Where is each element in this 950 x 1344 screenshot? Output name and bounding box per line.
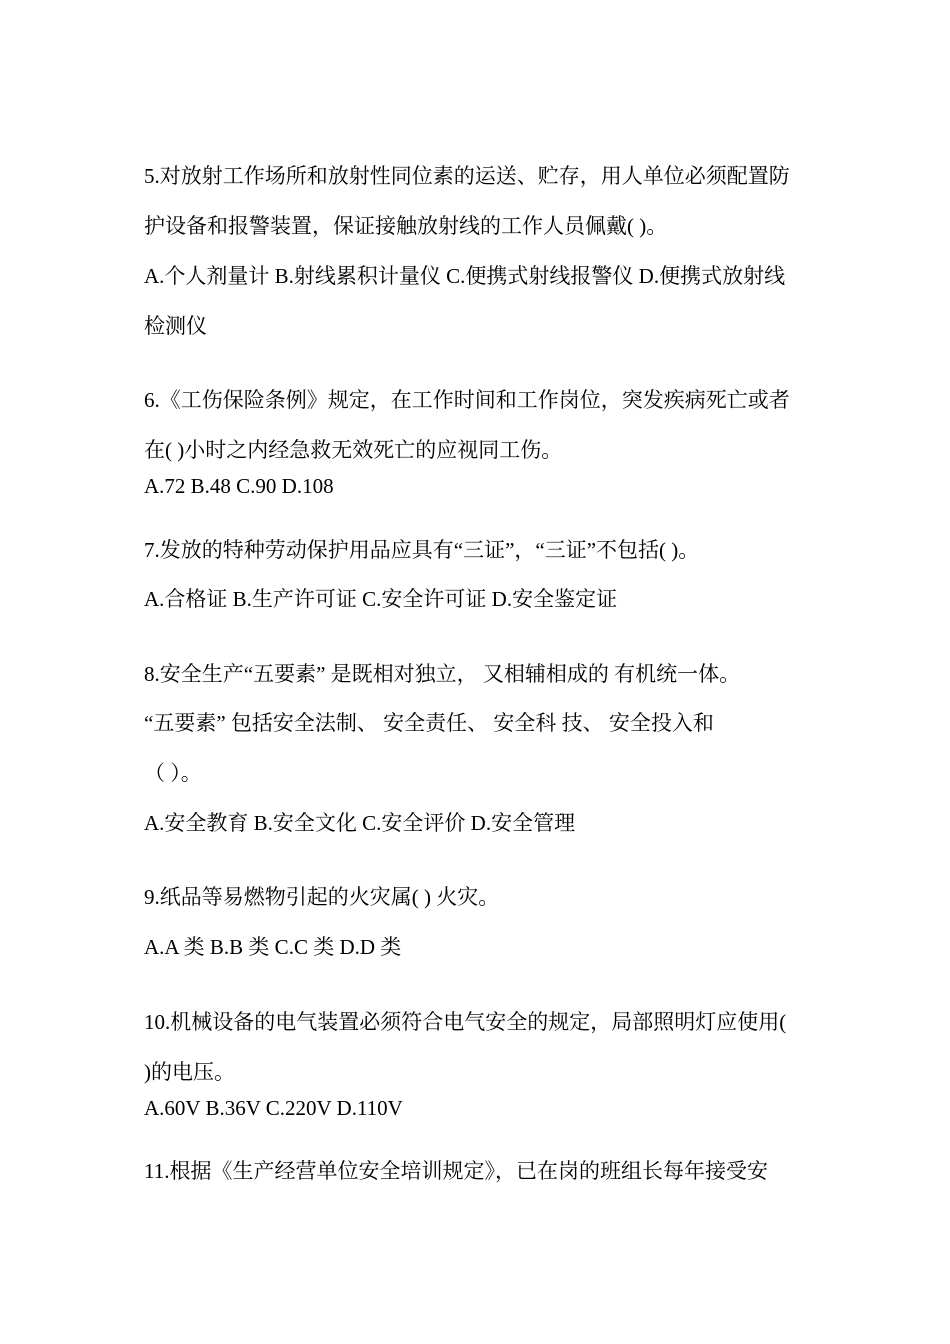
question-7-options: A.合格证 B.生产许可证 C.安全许可证 D.安全鉴定证 — [144, 587, 618, 611]
question-7-stem: 7.发放的特种劳动保护用品应具有“三证”，“三证”不包括( )。 — [144, 538, 700, 562]
question-8-stem-line-2: “五要素” 包括安全法制、 安全责任、 安全科 技、 安全投入和 — [144, 711, 714, 735]
question-10-stem-line-1: 10.机械设备的电气装置必须符合电气安全的规定，局部照明灯应使用( — [144, 1010, 787, 1034]
question-6-options: A.72 B.48 C.90 D.108 — [144, 474, 334, 498]
question-11-stem: 11.根据《生产经营单位安全培训规定》，已在岗的班组长每年接受安 — [144, 1159, 768, 1183]
question-9-options: A.A 类 B.B 类 C.C 类 D.D 类 — [144, 935, 402, 959]
question-10-options: A.60V B.36V C.220V D.110V — [144, 1096, 403, 1120]
question-5-options-line-2: 检测仪 — [144, 314, 207, 338]
question-6-stem-line-1: 6.《工伤保险条例》规定，在工作时间和工作岗位，突发疾病死亡或者 — [144, 388, 790, 412]
question-9-stem: 9.纸品等易燃物引起的火灾属( ) 火灾。 — [144, 885, 500, 909]
question-5-stem-line-1: 5.对放射工作场所和放射性同位素的运送、贮存，用人单位必须配置防 — [144, 164, 790, 188]
question-5-options-line-1: A.个人剂量计 B.射线累积计量仪 C.便携式射线报警仪 D.便携式放射线 — [144, 264, 786, 288]
question-10-stem-line-2: )的电压。 — [144, 1060, 235, 1084]
question-8-stem-line-1: 8.安全生产“五要素” 是既相对独立， 又相辅相成的 有机统一体。 — [144, 662, 741, 686]
question-5-stem-line-2: 护设备和报警装置，保证接触放射线的工作人员佩戴( )。 — [144, 214, 668, 238]
question-6-stem-line-2: 在( )小时之内经急救无效死亡的应视同工伤。 — [144, 438, 563, 462]
question-8-stem-line-3: （ ）。 — [144, 761, 202, 785]
question-8-options: A.安全教育 B.安全文化 C.安全评价 D.安全管理 — [144, 811, 576, 835]
